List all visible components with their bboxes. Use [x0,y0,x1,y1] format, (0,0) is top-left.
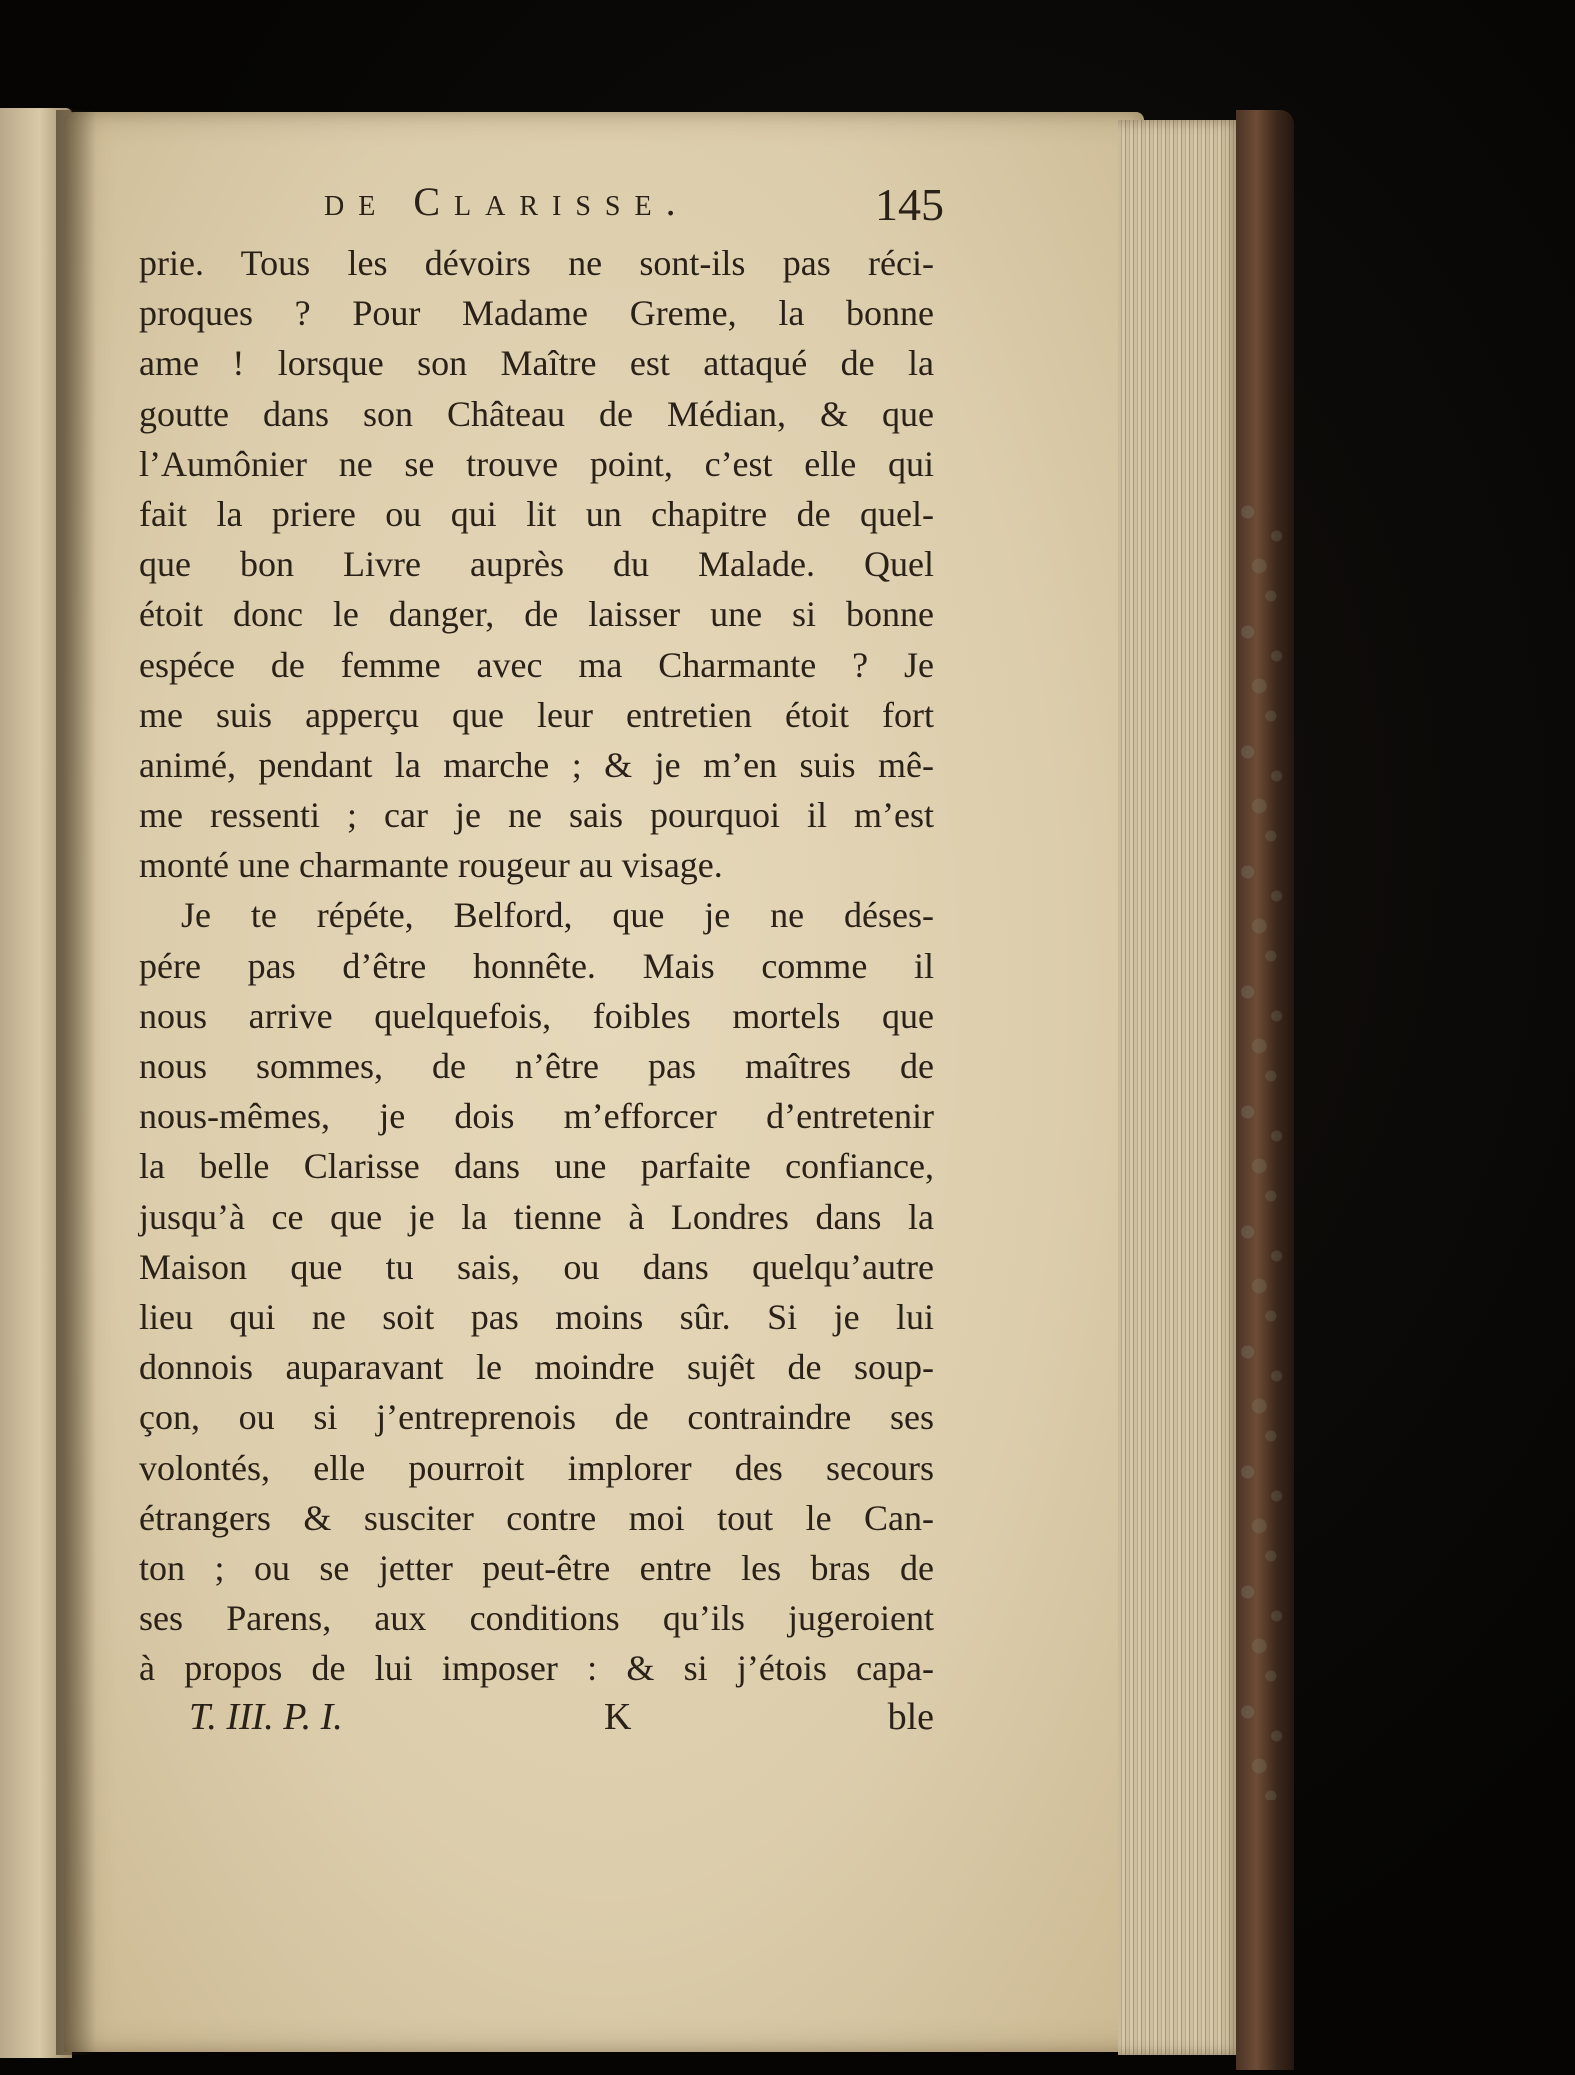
text-line: volontés, elle pourroit implorer des secours [139,1447,934,1488]
text-line: ses Parens, aux conditions qu’ils jugeroient [139,1598,934,1639]
text-line: çon, ou si j’entreprenois de contraindre ses [139,1397,934,1438]
text-line: l’Aumônier ne se trouve point, c’est elle qui [139,443,934,484]
text-line: Je te répéte, Belford, que je ne déses- [181,895,934,936]
page-stack-edge [1118,120,1244,2055]
text-line: pére pas d’être honnête. Mais comme il [139,945,934,986]
cover-marbling [1236,500,1294,1800]
body-text [139,238,934,1693]
volume-signature: T. III. P. I. [189,1696,343,1739]
running-head [139,168,944,238]
signature-line [139,1691,934,1745]
text-line: donnois auparavant le moindre sujêt de soup- [139,1347,934,1388]
text-line: nous-mêmes, je dois m’efforcer d’entretenir [139,1096,934,1137]
catchword: ble [887,1696,934,1739]
text-line: jusqu’à ce que je la tienne à Londres dans la [139,1196,934,1237]
text-line: étrangers & susciter contre moi tout le Can- [139,1497,934,1538]
text-line: nous sommes, de n’être pas maîtres de [139,1046,934,1086]
text-line: goutte dans son Château de Médian, & que [139,393,934,434]
text-block [139,168,944,1745]
text-line: animé, pendant la marche ; & je m’en suis mê- [139,744,934,785]
text-line: nous arrive quelquefois, foibles mortels que [139,995,934,1036]
text-line: espéce de femme avec ma Charmante ? Je [139,644,934,685]
gathering-mark: K [604,1696,632,1739]
text-line: lieu qui ne soit pas moins sûr. Si je lui [139,1296,934,1337]
text-line: me ressenti ; car je ne sais pourquoi il m’est [139,795,934,836]
text-line: ton ; ou se jetter peut-être entre les bras de [139,1547,934,1588]
text-line: ame ! lorsque son Maître est attaqué de la [139,343,934,384]
text-line: que bon Livre auprès du Malade. Quel [139,544,934,585]
text-line: me suis apperçu que leur entretien étoit fort [139,694,934,735]
text-line: Maison que tu sais, ou dans quelqu’autre [139,1246,934,1287]
text-line: prie. Tous les dévoirs ne sont-ils pas réci- [139,243,934,283]
text-line: étoit donc le danger, de laisser une si bonne [139,594,934,635]
running-title: de Clarisse. [324,179,690,224]
gutter-shadow [56,110,96,2055]
text-line: fait la priere ou qui lit un chapitre de quel- [139,493,934,534]
text-line: proques ? Pour Madame Greme, la bonne [139,293,934,334]
text-line: la belle Clarisse dans une parfaite confiance, [139,1146,934,1187]
text-line: à propos de lui imposer : & si j’étois capa- [139,1648,934,1689]
text-line: monté une charmante rougeur au visage. [139,845,723,886]
page-number: 145 [875,179,944,230]
